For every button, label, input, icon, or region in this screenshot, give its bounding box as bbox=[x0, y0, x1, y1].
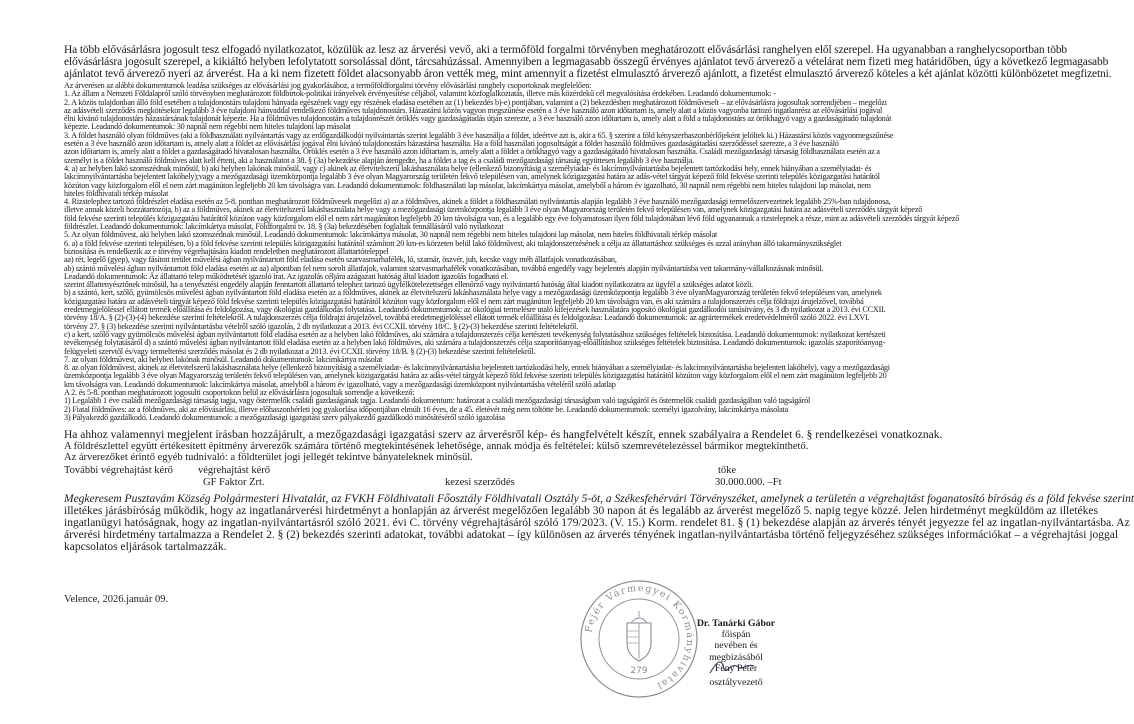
text-line: Megkeresem Pusztavám Község Polgármesteri Hivatalát, az FVKH Földhivatali Főosztály Földhivatali Osztály 5-öt, a Székesfehérvári Törvényszéket, amelynek a területén a végrehajtást foganatosító bíróság és a föld fekvése szerint bbox=[64, 493, 1134, 505]
text-line: 2) Fiatal földműves: az a földműves, aki az elővásárlási, illetve előhaszonbérleti jog gyakorlása időpontjában elmúlt 16 éves, de a 45. életévét még nem töltötte be. Leadandó dokumentumok: személyi igazolvány, lakcímkártya másolata bbox=[64, 404, 789, 414]
text-line: 3) Pályakezdő gazdálkodó. Leadandó dokumentumok: a mezőgazdasági igazgatási szerv pályakezdő gazdálkodó minősítéséről szóló igazolása bbox=[64, 412, 505, 422]
text-line: 5. Az olyan földművest, aki helyben lakó szomszédnak minősül. Leadandó dokumentumok: lakcímkártya másolat, 30 napnál nem régebbi nem hiteles tulajdoni lap másolat, nem hiteles földhivatali térkép másolat bbox=[64, 230, 718, 240]
text-line: közigazgatási határa az adásvételi tárgyát képező föld fekvése szerinti település közigazgatási határától közúton vagy közforgalom elől el nem zárt magánúton legfeljebb 20 km távolságra van, és aki számára a tulajdonszerzés célja földrajzi árujelzővel, továbbá bbox=[64, 296, 864, 306]
text-line: föld fekvése szerinti település közigazgatási határától közúton vagy közforgalom elől el nem zárt magánúton legfeljebb 20 km távolságra van, és a legalább egy éve folyamatosan ilyen föld tulajdonában lévő föld ugyanannak a rizstelepnek a része, mint az adásvételi szerződés tárgyát képező bbox=[64, 213, 960, 223]
text-line: képezte. Leadandó dokumentumok: 30 napnál nem régebbi nem hiteles tulajdoni lap másolat bbox=[64, 122, 351, 132]
text-line: aa) rét, legelő (gyep), vagy fásított terület művelési ágban nyilvántartott föld eladása esetén szarvasmarhafélék, ló, szamár, öszvér, juh, kecske vagy méh állatfajok vonatkozásában, bbox=[64, 255, 617, 265]
text-line: személyt is a földet használó földműves alatt kell érteni, aki a használatot a 38. § (3a) bekezdése alapján átengedte, ha a földet a tag és a családi mezőgazdasági társaság együttesen legalább 3 éve használja. bbox=[64, 155, 694, 165]
text-line: illetékes járásbíróság működik, hogy az ingatlanárverési hirdetményt a honlapján az árverést megelőzően legalább 30 napon át és legalább az árverést megelőző 5. napig tegye közzé. Jelen hirdetményt megküldöm az illetékes bbox=[64, 505, 1098, 517]
text-line: 4. a) az helyben lakó szomszédnak minősül, b) aki helyben lakónak minősül, vagy c) akinek az életvitelszerű lakáshasználata helye (ellenkező bizonyításig a személyiadat- és lakcímnyilvántartásba bejelentett tartózkodási hely, ennek hiányában a személyiadat- és bbox=[64, 163, 872, 173]
text-line: km távolságra van. Leadandó dokumentumok: lakcímkártya másolat, amelyből a három év igazolható, vagy a mezőgazdasági üzemközpont nyilvántartásba vételéről szóló adatlap bbox=[64, 379, 616, 389]
contract-type: kezesi szerződés bbox=[445, 477, 515, 488]
text-line: elővásárlásra jogosult szerepel, a kikiáltó helyben lefolytatott sorsolással dönt, tárcsahúzással. Amennyiben a legmagasabb összegű érvényes ajánlatot tevő árverező a vételárat nem fizeti meg határidőben, úgy a következő legmagasabb bbox=[64, 56, 1109, 68]
creditor-role: végrehajtást kérő bbox=[198, 465, 271, 476]
seal-text: Fejér Vármegyei Kormányhivatal bbox=[583, 582, 696, 692]
seal-number: 279 bbox=[630, 666, 648, 676]
text-line: kapcsolatos eljárások tartalmazzák. bbox=[64, 541, 227, 553]
text-line: árverési hirdetmény tartalmazza a Rendelet 2. § (2) bekezdés szerinti adatokat, további adatokat – így különösen az árverés tényének ingatlan-nyilvántartásba történő feljegyzéséhez szükséges információkat – a végrehajtási joggal bbox=[64, 529, 1119, 541]
text-line: b) a szántó, kert, szőlő, gyümölcsös művelési ágban nyilvántartott föld eladása esetén az a földműves, akinek az életvitelszerű lakáshasználata helye vagy a mezőgazdasági üzemközpontja legalább 3 éve olyanMagyarország területén fekvő településen van, amelynek bbox=[64, 288, 882, 298]
text-line: azon időtartam is, amely alatt a földet a gazdaságátadó hivatalosan használta. Öröklés esetén a 3 éve használó azon időtartam is, amely alatt a földet a örökhagyó vagy a gazdaságátadó hivatalosan használta. Családi mezőgazdasági társaság földhasználata esetén az a bbox=[64, 147, 880, 157]
text-line: illetve annak közeli hozzátartozója, b) az a földműves, akinek az életvitelszerű lakáshasználata helye vagy a mezőgazdasági üzemközpontja legalább 3 éve olyan Magyarország területén fekvő településen van, amelynek közigazgatási határa az adásvételi szerződés tárgyát képező bbox=[64, 205, 923, 215]
signatory-name: Dr. Tanárki Gábor bbox=[696, 618, 776, 629]
text-line: Az árverezőket érintő egyéb tudnivaló: a földterület jogi jellegét tekintve bányateleknek minősül. bbox=[64, 452, 473, 464]
text-line: ajánlatot tevő árverező nyeri az árverést. Ha a ki nem fizetett földet alacsonyabb áron vették meg, mint amennyit a fizetést elmulasztó árverező ajánlott, a fizetést elmulasztó árverező köteles a két ajánlat közötti különbözetet megfizetni. bbox=[64, 68, 1112, 80]
paragraph-bidding-rules bbox=[64, 44, 1112, 80]
text-line: 6. a) a föld fekvése szerinti településen, b) a föld fekvése szerinti település közigazgatási határától számított 20 km-es körzeten belül lakó földművest, aki tulajdonszerzésének a célja az állattartáshoz szükséges és azzal arányban álló takarmányszükséglet bbox=[64, 238, 842, 248]
document-date: Velence, 2026.január 09. bbox=[64, 594, 169, 605]
text-line: esetén a 3 éve használó azon időtartam is, amely alatt a földet az elővásárlási jogával élni kívánó tulajdonostárs házastársa használta. Ha a föld használati jogosultságát a földet használó földműves gazdaságátadási szerződéssel szerezte, a 3 éve használó bbox=[64, 139, 839, 149]
text-line: ingatlanügyi hatóságnak, hogy az ingatlan-nyilvántartásról szóló 2021. évi C. törvény végrehajtásáról szóló 179/2023. (V. 15.) Korm. rendelet 81. § (1) bekezdése alapján az árverés tényét jegyezze fel az ingatlan-nyilvántartásba. Az bbox=[64, 517, 1130, 529]
text-line: c) a kert, szőlő vagy gyümölcsös művelési ágban nyilvántartott föld eladása esetén az a helyben lakó földműves, aki számára a tulajdonszerzés célja kertészeti tevékenység folytatásához szükséges feltételek biztosítása. Leadandó dokumentumok: nyilatkozat kertészeti bbox=[64, 329, 886, 339]
text-line: felügyeleti szervtől és/vagy termeltetési szerződés másolat és 2 db nyilatkozat a 2013. évi CCXII. törvény 18/B. § (2)-(3) bekezdése szerinti feltételekről. bbox=[64, 346, 536, 356]
text-line: az adásvételi szerződés megkötésekor legalább 3 éve tulajdoni hányaddal rendelkező földműves tulajdonostárs. Házastársi közös vagyon megszűnése esetén a 3 éve használó azon időtartam is, amely alatt a közös vagyonba tartozó ingatlanrész az elővásárlási jogával bbox=[64, 105, 883, 115]
text-line: 7. az olyan földművest, aki helyben lakónak minősül. Leadandó dokumentumok: lakcímkártya másolat bbox=[64, 354, 383, 364]
amount-value: 30.000.000. –Ft bbox=[715, 477, 782, 488]
signer-title: osztályvezető bbox=[709, 676, 763, 688]
text-line: Ha ahhoz valamennyi megjelent írásban hozzájárult, a mezőgazdasági igazgatási szerv az árverésről kép- és hangfelvételt készít, ennek szabályaira a Rendelet 6. § rendelkezései vonatkoznak. bbox=[64, 429, 943, 441]
text-line: ab) szántó művelési ágban nyilvántartott föld eladása esetén az aa) alpontban fel nem sorolt állatfajok, valamint szarvasmarhafélék vonatkozásában, továbbá engedély vagy bejelentés alapján nyilvántartásba vett takarmány-vállalkozásnak minősül. bbox=[64, 263, 824, 273]
text-line: Leadandó dokumentumok: Az állattartó telep működtetését igazoló irat. Az igazolás céljára azágazati hatóság által kiadott igazolás fogadható el. bbox=[64, 271, 509, 281]
text-line bbox=[64, 493, 1134, 505]
publication-request bbox=[64, 493, 1134, 553]
text-line: szerint állattenyésztőnek minősül, ha a tenyésztési engedély alapján fenntartott állattartó telephez tartozó ügyfélkötelezettséget ellenőrző vagy nyilvántartó hatóság által kiadott nyilatkozatra az ügyfél a szükséges adatot közli. bbox=[64, 280, 753, 290]
text-line: lakcímnyilvántartásba bejelentett lakóhely);vagy a mezőgazdasági üzemközpontja legalább 3 éve olyan Magyarország területén fekvő településen van, amelynek közigazgatási határa az adás-vétel tárgyát képező föld fekvése szerinti település közigazgatási határától bbox=[64, 172, 880, 182]
additional-creditor-label: További végrehajtást kérő bbox=[64, 465, 173, 476]
recording-and-inspection-notes bbox=[64, 429, 964, 463]
delegation-note: nevében és megbízásából bbox=[709, 640, 763, 663]
text-line: 1) Legalább 1 éve családi mezőgazdasági társaság tagja, vagy őstermelők családi gazdaságának tagja. Leadandó dokumentum: határozat a családi mezőgazdasági társaságban való tagságáról és őstermelők családi gazdaságában való tagságáról bbox=[64, 396, 811, 406]
text-line: 2. A közös tulajdonban álló föld esetében a tulajdonostárs tulajdoni hányada egészének vagy egy részének eladása esetében az (1) bekezdés b)-e) pontjában, valamint a (2) bekezdésben meghatározott földműveselt – az elővásárlásra jogosultak sorrendjében – megelőzi bbox=[64, 97, 887, 107]
text-line: A földrészlettel együtt értékesített építmény árverezők számára történő megtekintésének lehetősége, annak módja és feltételei: külső szemrevételezéssel bármikor megtekinthető. bbox=[64, 441, 809, 452]
text-line: 4. Rizstelephez tartozó földrészlet eladása esetén az 5-8. pontban meghatározott földművesek megelőzi a) az a földműves, akinek a földet a földhasználati nyilvántartás alapján legalább 3 éve használó mezőgazdasági termelőszervezetnek legalább 25%-ban tulajdonosa, bbox=[64, 197, 891, 207]
coat-of-arms-icon bbox=[627, 611, 651, 661]
signer-line bbox=[688, 663, 784, 677]
text-line: élni kívánó tulajdonostárs házastársának tulajdonát képezte. Ha a földműves tulajdonostárs a tulajdonrészét öröklés vagy gazdaságátadás útján szerezte, a 3 éve használó azon időtartam is, amely alatt a föld a tulajdonostárs az örökhagyó vagy a gazdaságátadó tulajdonát bbox=[64, 114, 892, 124]
signer-name: Fény Péter bbox=[714, 662, 758, 674]
text-line: törvény 18/A. § (2)-(3)-(4) bekezdése szerinti feltételekről. A tulajdonszerzés célja földrajzi árujelzővel, továbbá eredetmegjelöléssel ellátott termék előállítása és feldolgozása: Leadandó dokumentumok: az agrártermékek eredetvédelméről szóló 2022. évi LXVI. bbox=[64, 313, 870, 323]
text-line: 1. Az állam a Nemzeti Földalapról szóló törvényben meghatározott földbirtok-politikai irányelvek érvényesítése céljából, valamint közfoglalkoztatás, illetve más közérdekű cél megvalósítása érdekében. Leadandó dokumentumok: - bbox=[64, 89, 776, 99]
text-line: biztosítása és rendelkezik az e törvény végrehajtására kiadott rendeletben meghatározott állattartóteleppel bbox=[64, 246, 389, 256]
text-line: Az árverésen az alábbi dokumentumok leadása szükséges az elővásárlási jog gyakorlásához, a termőföldforgalmi törvény elővásárlási ranghely csoportoknak megfelelően: bbox=[64, 81, 592, 90]
text-line: hiteles földhivatali térkép másolat bbox=[64, 188, 169, 198]
text-line: A 2. és 5-8. pontban meghatározott jogosulti csoportokon belül az elővásárlásra jogosultak sorrendje a következő: bbox=[64, 387, 415, 397]
signature-block bbox=[688, 618, 784, 688]
preemption-document-list bbox=[64, 82, 964, 422]
text-line: törvény 27. § (3) bekezdése szerinti nyilvántartásba vételről szóló igazolás, 2 db nyilatkozat a 2013. évi CCXII. törvény 18/C. § (2)-(3) bekezdése szerinti feltételekről. bbox=[64, 321, 578, 331]
text-line: tevékenység folytatásáról d) a szántó művelési ágban nyilvántartott föld eladása esetén az a helyben lakó földműves, aki számára a tulajdonszerzés célja szaporítóanyag-előállításhoz szükséges feltételek biztosítása. Leadandó dokumentumok: igazolás szaporítóanyag- bbox=[64, 338, 885, 348]
text-line: 8. az olyan földművest, akinek az életvitelszerű lakáshasználata helye (ellenkező bizonyításig a személyiadat- és lakcímnyilvántartásba bejelentett tartózkodási hely, ennek hiányában a személyiadat- és lakcímnyilvántartásba bejelentett lakóhely), vagy a mezőgazdasági bbox=[64, 363, 890, 373]
signatory-title: főispán bbox=[721, 629, 751, 641]
text-line: földrészlet. Leadandó dokumentumok: lakcímkártya másolat, Földforgalmi tv. 18. § (3a) bekezdésében foglaltak fennállásáról való nyilatkozat bbox=[64, 222, 504, 232]
text-line: 3. A földet használó olyan földműves (aki a földhasználati nyilvántartás vagy az erdőgazdálkodói nyilvántartás szerint legalább 3 éve használja a földet, ideértve azt is, akit a 65. § szerint a föld kényszerhaszonbérlőjeként jelöltek ki.) Házastársi közös vagyonmegszűnése bbox=[64, 130, 894, 140]
text-line: közúton vagy közforgalom elől el nem zárt magánúton legfeljebb 20 km távolságra van. Leadandó dokumentumok: földhasználati lap másolat, lakcímkártya másolat, amelyből a három év igazolható, 30 napnál nem régebbi nem hiteles tulajdoni lap másolat, nem bbox=[64, 180, 871, 190]
text-line: Ha több elővásárlásra jogosult tesz elfogadó nyilatkozatot, közülük az lesz az árverési vevő, aki a termőföld forgalmi törvényben meghatározott elővásárlási ranghelyen elől szerepel. Ha ugyanabban a ranghelycsoportban több bbox=[64, 44, 1068, 56]
text-line: üzemközpontja legalább 3 éve olyan Magyarország területén fekvő településen van, amelynek közigazgatási határa az adás-vétel tárgyát képező föld fekvése szerinti település közigazgatási határától közúton vagy közforgalom elől el nem zárt magánúton legfeljebb 20 bbox=[64, 371, 887, 381]
official-seal bbox=[577, 577, 701, 701]
amount-label: tőke bbox=[718, 465, 737, 476]
creditor-name: GF Faktor Zrt. bbox=[203, 477, 265, 488]
text-line: eredetmegjelöléssel ellátott termék előállítása és feldolgozása, vagy ökológiai gazdálkodás folytatása. Leadandó dokumentumok: az ökológiai termelésre utaló kifejezések használatára jogosító ökológiai gazdálkodói tanúsítvány, és 3 db nyilatkozat a 2013. évi CCXII. bbox=[64, 305, 886, 315]
